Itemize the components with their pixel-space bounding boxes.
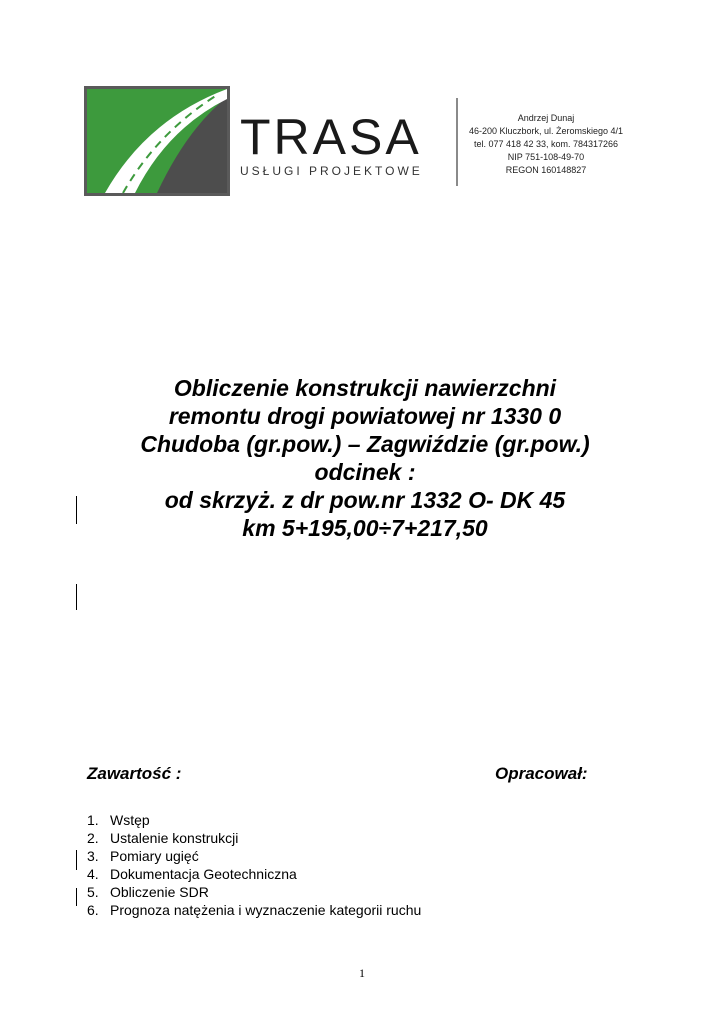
list-item-label: Dokumentacja Geotechniczna — [110, 866, 297, 882]
list-item-number: 5. — [87, 884, 99, 900]
contact-regon: REGON 160148827 — [505, 165, 587, 175]
list-item-label: Prognoza natężenia i wyznaczenie kategorii ruchu — [110, 902, 422, 918]
brand-block — [240, 109, 450, 178]
page-number: 1 — [359, 966, 365, 980]
title-line: odcinek : — [314, 459, 416, 485]
list-item — [87, 901, 421, 919]
list-item-number: 1. — [87, 812, 99, 828]
title-line: km 5+195,00÷7+217,50 — [242, 515, 488, 541]
list-item-number: 4. — [87, 866, 99, 882]
contents-heading: Zawartość : — [87, 764, 182, 783]
brand-name: TRASA — [240, 109, 422, 165]
contact-name: Andrzej Dunaj — [517, 113, 575, 123]
author-heading: Opracował: — [495, 764, 588, 783]
list-item-label: Wstęp — [110, 812, 150, 828]
list-item-label: Pomiary ugięć — [110, 848, 199, 864]
contact-nip: NIP 751-108-49-70 — [507, 152, 585, 162]
contact-address: 46-200 Kluczbork, ul. Żeromskiego 4/1 — [468, 126, 624, 136]
header-divider — [456, 98, 458, 186]
list-item — [87, 829, 421, 847]
list-item — [87, 811, 421, 829]
list-item-label: Ustalenie konstrukcji — [110, 830, 239, 846]
revision-mark — [76, 584, 77, 610]
list-item — [87, 883, 421, 901]
list-item-number: 2. — [87, 830, 99, 846]
revision-mark — [76, 888, 77, 906]
list-item-number: 6. — [87, 902, 99, 918]
revision-mark — [76, 850, 77, 870]
contents-list — [87, 811, 421, 919]
contact-phone: tel. 077 418 42 33, kom. 784317266 — [473, 139, 619, 149]
title-line: od skrzyż. z dr pow.nr 1332 O- DK 45 — [164, 487, 566, 513]
title-line: Obliczenie konstrukcji nawierzchni — [173, 375, 557, 401]
list-item-number: 3. — [87, 848, 99, 864]
company-logo-graphic — [84, 86, 230, 196]
contact-block — [461, 112, 631, 177]
title-line: remontu drogi powiatowej nr 1330 0 — [168, 403, 562, 429]
list-item — [87, 865, 421, 883]
list-item — [87, 847, 421, 865]
revision-mark — [76, 496, 77, 524]
title-line: Chudoba (gr.pow.) – Zagwiździe (gr.pow.) — [140, 431, 590, 457]
document-title — [70, 374, 660, 542]
list-item-label: Obliczenie SDR — [110, 884, 209, 900]
brand-subtitle: USŁUGI PROJEKTOWE — [240, 164, 423, 178]
